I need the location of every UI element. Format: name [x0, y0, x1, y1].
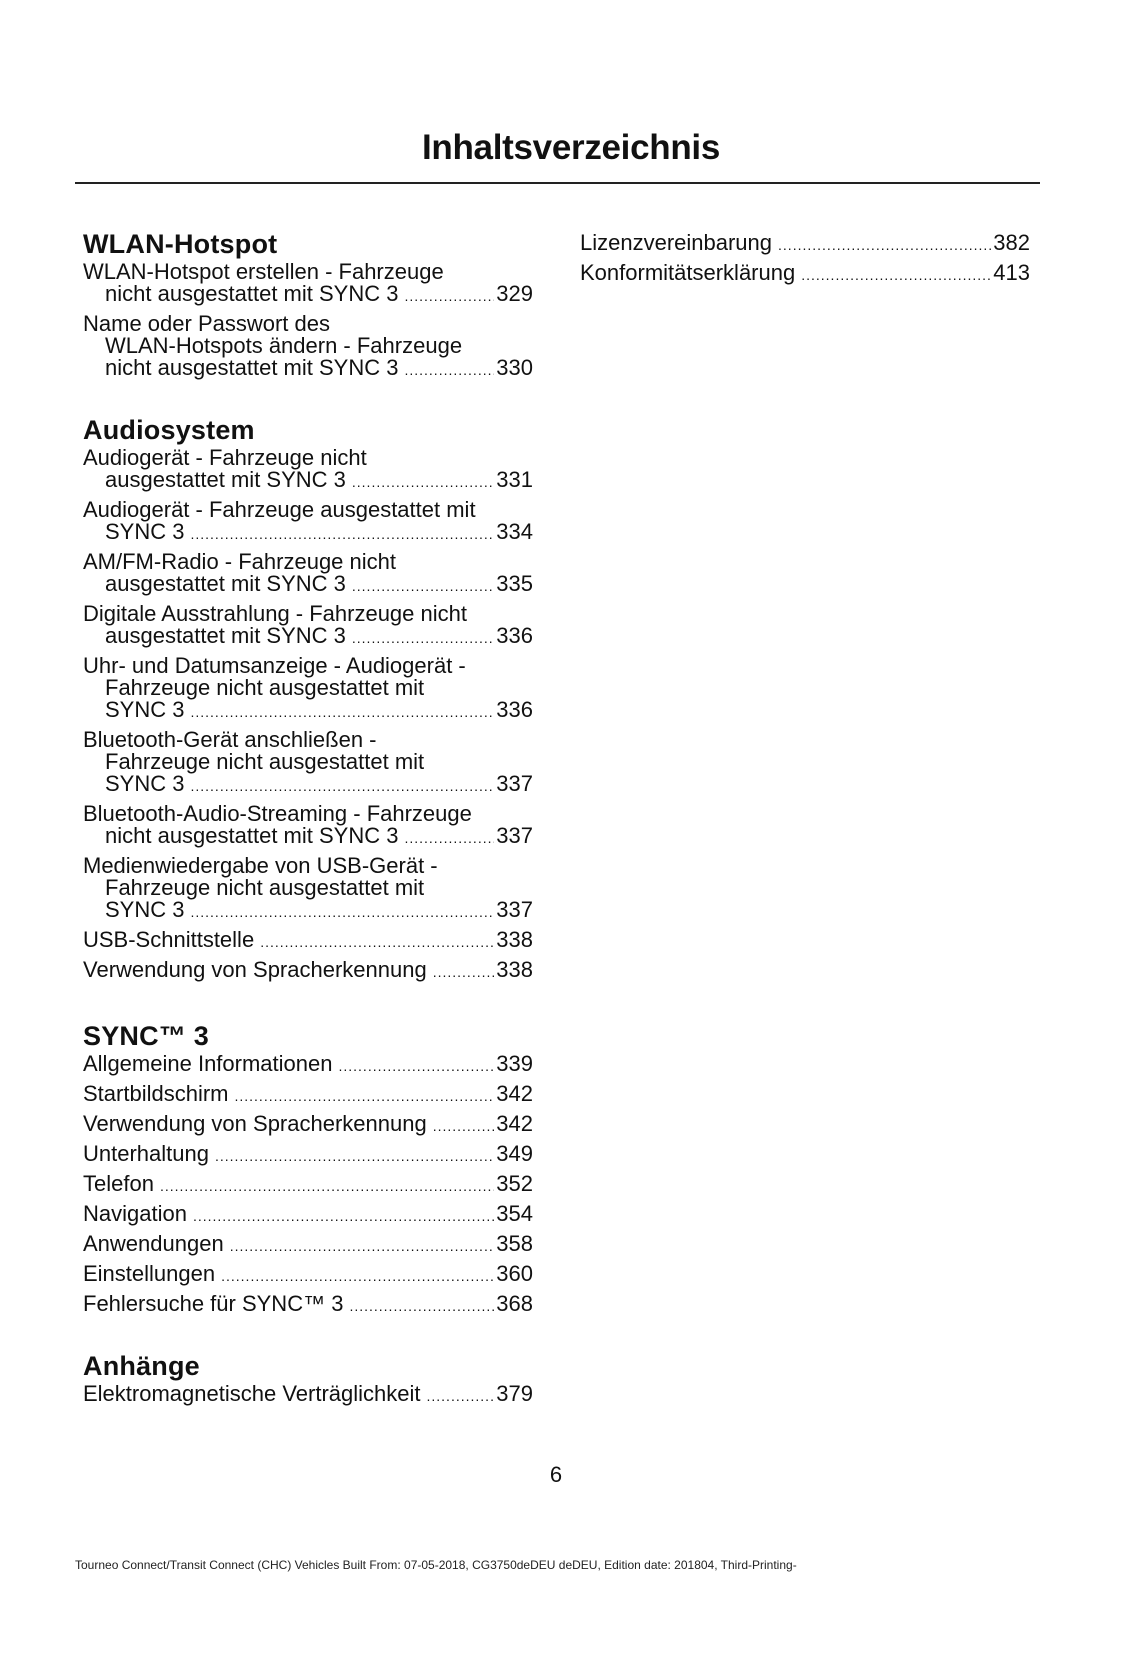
toc-entry-line — [83, 469, 533, 491]
toc-entry[interactable] — [83, 959, 533, 981]
toc-entry-line — [83, 573, 533, 595]
toc-entry-line — [83, 1293, 533, 1315]
toc-entry[interactable] — [83, 929, 533, 951]
toc-entry-line — [83, 677, 533, 699]
toc-entry-line — [83, 551, 533, 573]
leader-dots — [352, 471, 494, 493]
toc-entry-page: 334 — [496, 519, 533, 544]
toc-entry-line — [83, 447, 533, 469]
leader-dots — [215, 1145, 494, 1167]
toc-entry-title: Konformitätserklärung — [580, 260, 796, 285]
toc-section-sync3 — [83, 1018, 533, 1323]
toc-entry-line — [83, 773, 533, 795]
section-heading: WLAN-Hotspot — [83, 229, 278, 259]
leader-dots — [190, 701, 494, 723]
toc-entry-title: Bluetooth-Gerät anschließen - — [83, 727, 377, 752]
leader-dots — [260, 931, 494, 953]
toc-entry[interactable] — [83, 499, 533, 543]
leader-dots — [234, 1085, 494, 1107]
toc-entry-line — [83, 603, 533, 625]
toc-entry-title: ausgestattet mit SYNC 3 — [105, 571, 346, 596]
toc-entry-line — [83, 899, 533, 921]
leader-dots — [778, 234, 991, 256]
leader-dots — [352, 627, 494, 649]
toc-entry-title: Telefon — [83, 1171, 154, 1196]
toc-entry[interactable] — [83, 1053, 533, 1075]
toc-entry-page: 336 — [496, 623, 533, 648]
toc-entry[interactable] — [83, 729, 533, 795]
toc-entry-page: 368 — [496, 1291, 533, 1316]
toc-entry-line — [83, 1113, 533, 1135]
page-number: 6 — [549, 1462, 563, 1487]
toc-entry-title: SYNC 3 — [105, 897, 185, 922]
toc-entry-page: 329 — [496, 281, 533, 306]
toc-entry-line — [83, 1083, 533, 1105]
toc-entry-title: Elektromagnetische Verträglichkeit — [83, 1381, 421, 1406]
toc-entry[interactable] — [83, 1173, 533, 1195]
toc-entry-title: Startbildschirm — [83, 1081, 229, 1106]
toc-entry-title: USB-Schnittstelle — [83, 927, 255, 952]
toc-entry[interactable] — [83, 447, 533, 491]
page-title: Inhaltsverzeichnis — [421, 128, 721, 167]
toc-entry[interactable] — [83, 1203, 533, 1225]
toc-section-audiosystem — [83, 412, 533, 989]
toc-entry-title: Bluetooth-Audio-Streaming - Fahrzeuge — [83, 801, 472, 826]
toc-entry-line — [83, 825, 533, 847]
toc-entry-line — [83, 521, 533, 543]
toc-entry-title: Fahrzeuge nicht ausgestattet mit — [105, 749, 425, 774]
toc-entry-title: SYNC 3 — [105, 771, 185, 796]
toc-entry-title: AM/FM-Radio - Fahrzeuge nicht — [83, 549, 396, 574]
toc-entry-title: Allgemeine Informationen — [83, 1051, 333, 1076]
footer-edition-info: Tourneo Connect/Transit Connect (CHC) Vehicles Built From: 07-05-2018, CG3750deDEU deDEU, Edition date: 201804, Third-Printing- — [75, 1558, 797, 1572]
leader-dots — [404, 827, 494, 849]
toc-entry[interactable] — [83, 1113, 533, 1135]
toc-entry[interactable] — [580, 262, 1030, 284]
leader-dots — [160, 1175, 494, 1197]
toc-entry[interactable] — [83, 1233, 533, 1255]
leader-dots — [352, 575, 494, 597]
leader-dots — [427, 1385, 495, 1407]
toc-entry-line — [580, 232, 1030, 254]
leader-dots — [433, 1115, 495, 1137]
toc-entry-line — [83, 1143, 533, 1165]
toc-entry-line — [83, 1383, 533, 1405]
toc-entry-title: Lizenzvereinbarung — [580, 230, 773, 255]
toc-entry-line — [83, 261, 533, 283]
toc-entry-page: 342 — [496, 1111, 533, 1136]
toc-entry-title: Fahrzeuge nicht ausgestattet mit — [105, 875, 425, 900]
toc-entry-title: nicht ausgestattet mit SYNC 3 — [105, 823, 399, 848]
toc-entry-title: SYNC 3 — [105, 519, 185, 544]
toc-entry-page: 354 — [496, 1201, 533, 1226]
toc-entry-title: WLAN-Hotspots ändern - Fahrzeuge — [105, 333, 463, 358]
toc-entry-page: 352 — [496, 1171, 533, 1196]
toc-entry-title: Fahrzeuge nicht ausgestattet mit — [105, 675, 425, 700]
leader-dots — [190, 775, 494, 797]
toc-entry-title: ausgestattet mit SYNC 3 — [105, 623, 346, 648]
leader-dots — [349, 1295, 494, 1317]
toc-entry[interactable] — [83, 551, 533, 595]
leader-dots — [193, 1205, 494, 1227]
toc-entry-line — [83, 751, 533, 773]
section-heading: Anhänge — [83, 1351, 200, 1381]
toc-entry-title: Unterhaltung — [83, 1141, 209, 1166]
toc-entry-title: Verwendung von Spracherkennung — [83, 1111, 427, 1136]
toc-entry[interactable] — [83, 855, 533, 921]
leader-dots — [404, 285, 494, 307]
toc-entry[interactable] — [83, 313, 533, 379]
toc-entry-page: 379 — [496, 1381, 533, 1406]
toc-entry-line — [83, 1173, 533, 1195]
toc-entry-title: WLAN-Hotspot erstellen - Fahrzeuge — [83, 259, 444, 284]
toc-left-column — [83, 0, 533, 1420]
leader-dots — [801, 264, 991, 286]
toc-entry-line — [83, 729, 533, 751]
toc-entry-line — [83, 499, 533, 521]
toc-entry-page: 335 — [496, 571, 533, 596]
toc-entry[interactable] — [83, 1383, 533, 1405]
toc-entry-title: Verwendung von Spracherkennung — [83, 957, 427, 982]
toc-entry-title: Medienwiedergabe von USB-Gerät - — [83, 853, 438, 878]
toc-entry-page: 338 — [496, 927, 533, 952]
toc-section-wlan-hotspot — [83, 226, 533, 387]
toc-entry-title: ausgestattet mit SYNC 3 — [105, 467, 346, 492]
toc-entry-title: Einstellungen — [83, 1261, 216, 1286]
toc-entry-line — [83, 959, 533, 981]
toc-entry[interactable] — [83, 1083, 533, 1105]
section-heading: Audiosystem — [83, 415, 255, 445]
toc-right-column — [580, 232, 1030, 292]
toc-entry-page: 413 — [993, 260, 1030, 285]
toc-entry-title: Audiogerät - Fahrzeuge ausgestattet mit — [83, 497, 476, 522]
toc-entry-title: nicht ausgestattet mit SYNC 3 — [105, 355, 399, 380]
toc-entry-line — [580, 262, 1030, 284]
toc-entry[interactable] — [83, 655, 533, 721]
toc-entry-line — [83, 877, 533, 899]
leader-dots — [221, 1265, 494, 1287]
toc-entry-title: Navigation — [83, 1201, 187, 1226]
toc-entry[interactable] — [83, 1143, 533, 1165]
toc-entry-page: 349 — [496, 1141, 533, 1166]
toc-entry[interactable] — [83, 603, 533, 647]
toc-entry-line — [83, 283, 533, 305]
section-heading: SYNC™ 3 — [83, 1021, 209, 1051]
toc-entry-title: Name oder Passwort des — [83, 311, 330, 336]
toc-entry-page: 331 — [496, 467, 533, 492]
toc-entry-line — [83, 1053, 533, 1075]
leader-dots — [230, 1235, 495, 1257]
toc-entry[interactable] — [83, 803, 533, 847]
toc-entry-title: SYNC 3 — [105, 697, 185, 722]
toc-entry-page: 342 — [496, 1081, 533, 1106]
toc-entry-line — [83, 335, 533, 357]
toc-entry[interactable] — [83, 1263, 533, 1285]
toc-entry-page: 330 — [496, 355, 533, 380]
toc-entry-line — [83, 357, 533, 379]
toc-entry-page: 338 — [496, 957, 533, 982]
toc-entry-title: nicht ausgestattet mit SYNC 3 — [105, 281, 399, 306]
leader-dots — [190, 901, 494, 923]
toc-entry-title: Uhr- und Datumsanzeige - Audiogerät - — [83, 653, 466, 678]
toc-entry-line — [83, 1233, 533, 1255]
toc-entry-line — [83, 655, 533, 677]
leader-dots — [433, 961, 495, 983]
toc-entry-page: 358 — [496, 1231, 533, 1256]
toc-entry[interactable] — [83, 261, 533, 305]
toc-entry-line — [83, 1263, 533, 1285]
toc-entry[interactable] — [83, 1293, 533, 1315]
toc-entry-line — [83, 699, 533, 721]
toc-entry-page: 337 — [496, 897, 533, 922]
toc-entry-page: 337 — [496, 823, 533, 848]
toc-entry-page: 360 — [496, 1261, 533, 1286]
toc-entry-page: 336 — [496, 697, 533, 722]
toc-entry-line — [83, 929, 533, 951]
toc-entry-line — [83, 313, 533, 335]
toc-entry-title: Fehlersuche für SYNC™ 3 — [83, 1291, 344, 1316]
leader-dots — [404, 359, 494, 381]
leader-dots — [338, 1055, 494, 1077]
toc-entry[interactable] — [580, 232, 1030, 254]
toc-entry-title: Digitale Ausstrahlung - Fahrzeuge nicht — [83, 601, 467, 626]
toc-entry-page: 337 — [496, 771, 533, 796]
toc-entry-page: 382 — [993, 230, 1030, 255]
toc-entry-line — [83, 803, 533, 825]
leader-dots — [190, 523, 494, 545]
toc-entry-title: Audiogerät - Fahrzeuge nicht — [83, 445, 367, 470]
toc-section-anhaenge — [83, 1348, 533, 1413]
toc-entry-line — [83, 1203, 533, 1225]
toc-entry-line — [83, 855, 533, 877]
toc-entry-line — [83, 625, 533, 647]
toc-entry-page: 339 — [496, 1051, 533, 1076]
toc-entry-title: Anwendungen — [83, 1231, 224, 1256]
